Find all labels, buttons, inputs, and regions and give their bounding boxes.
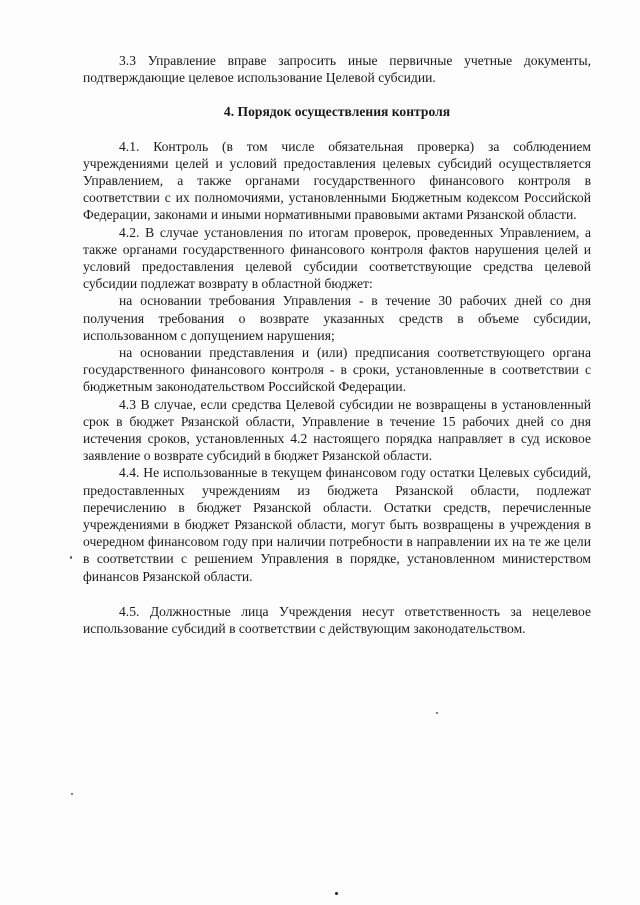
document-body: [83, 52, 591, 637]
section-4-title: 4. Порядок осуществления контроля: [223, 104, 451, 120]
scan-speck: [436, 712, 438, 714]
scan-speck: [335, 892, 338, 895]
paragraph-4-3: 4.3 В случае, если средства Целевой субсидии не возвращены в установленный срок в бюджет Рязанской области, Управление в течение 15 рабочих дней со дня истечения сроков, установленных 4.2 настоящего порядка направляет в суд исковое заявление о возврате субсидий в бюджет Рязанской области.: [83, 396, 591, 464]
scan-speck: [71, 793, 73, 795]
paragraph-3-3: 3.3 Управление вправе запросить иные первичные учетные документы, подтверждающие целевое использование Целевой субсидии.: [83, 53, 591, 86]
scan-speck: [70, 556, 72, 559]
paragraph-4-2: 4.2. В случае установления по итогам проверок, проведенных Управлением, а также органами государственного финансового контроля фактов нарушения целей и условий предоставления целевой субсидии соответствующие средства целевой субсидии подлежат возврату в областной бюджет:: [83, 224, 591, 292]
paragraph-4-2-a: на основании требования Управления - в течение 30 рабочих дней со дня получения требования о возврате указанных средств в объеме субсидии, использованном с допущением нарушения;: [83, 293, 591, 343]
paragraph-4-5: 4.5. Должностные лица Учреждения несут ответственность за нецелевое использование субсидий в соответствии с действующим законодательством.: [83, 603, 591, 637]
paragraph-4-1: 4.1. Контроль (в том числе обязательная проверка) за соблюдением учреждениями целей и условий предоставления целевых субсидий осуществляется Управлением, а также органами государственного финансового контроля в соответствии с их полномочиями, установленными Бюджетным кодексом Российской Федерации, законами и иными нормативными правовыми актами Рязанской области.: [83, 138, 591, 223]
paragraph-4-2-b: на основании представления и (или) предписания соответствующего органа государственного финансового контроля - в сроки, установленные в соответствии с бюджетным законодательством Российской Федерации.: [83, 345, 591, 395]
paragraph-4-4: 4.4. Не использованные в текущем финансовом году остатки Целевых субсидий, предоставленных учреждениям из бюджета Рязанской области, подлежат перечислению в бюджет Рязанской области. Остатки средств, перечисленные учреждениями в бюджет Рязанской области, могут быть возвращены в учреждения в очередном финансовом году при наличии потребности в направлении их на те же цели в соответствии с решением Управления в порядке, установленном министерством финансов Рязанской области.: [83, 465, 591, 584]
